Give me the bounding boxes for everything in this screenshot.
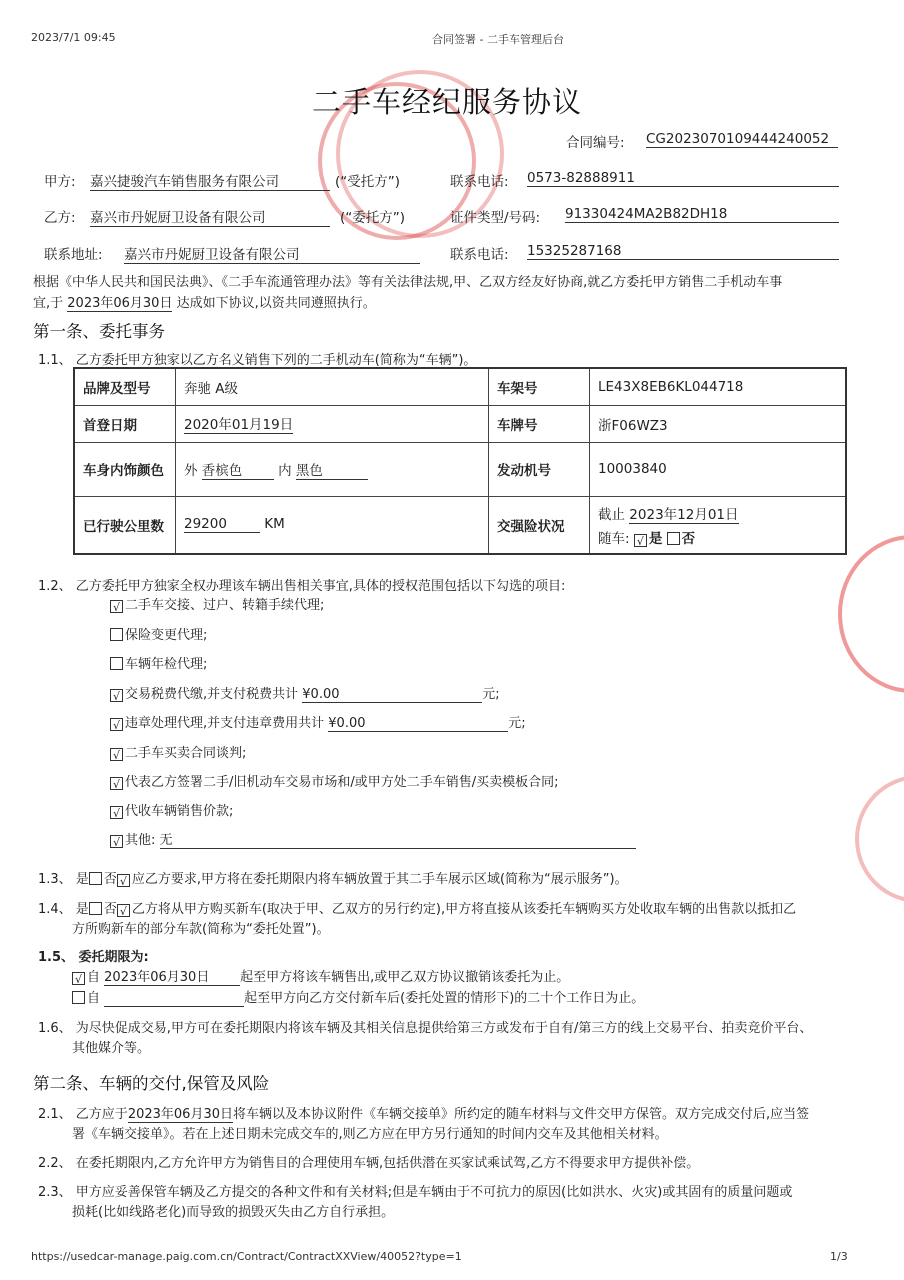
ext-prefix: 外 xyxy=(184,462,198,479)
clause-1-4 xyxy=(38,898,796,917)
insurance-cell xyxy=(590,496,847,554)
clause-1-3-yes-text: 1.3、 是 xyxy=(38,872,89,887)
term-b-checkbox[interactable] xyxy=(72,991,85,1004)
ext-color: 香槟色 xyxy=(202,459,274,480)
option-2 xyxy=(110,624,207,643)
clause-1-3-no-checkbox[interactable]: √ xyxy=(117,874,130,887)
option-checkbox[interactable]: √ xyxy=(110,718,123,731)
option-text: 二手车交接、过户、转籍手续代理; xyxy=(125,598,325,613)
clause-1-6-line-2: 其他媒介等。 xyxy=(72,1041,151,1056)
option-checkbox[interactable]: √ xyxy=(110,806,123,819)
clause-1-5-title: 1.5、 委托期限为: xyxy=(38,950,149,965)
seal-stamp-edge xyxy=(838,535,904,693)
reg-date-cell xyxy=(176,405,489,442)
plate-value: 浙F06WZ3 xyxy=(590,405,847,442)
option-text: 车辆年检代理; xyxy=(125,657,208,672)
clause-1-3 xyxy=(38,868,628,887)
option-1 xyxy=(110,594,324,613)
party-a-phone: 0573-82888911 xyxy=(527,170,839,187)
clause-1-2: 1.2、 乙方委托甲方独家全权办理该车辆出售相关事宜,具体的授权范围包括以下勾选的项目: xyxy=(38,579,566,594)
violation-amount: ¥0.00 xyxy=(328,716,508,732)
option-checkbox[interactable]: √ xyxy=(110,600,123,613)
document-title: 二手车经纪服务协议 xyxy=(312,85,583,119)
intro-prefix: 宜,于 xyxy=(33,296,64,311)
other-value: 无 xyxy=(160,829,636,849)
mileage-cell xyxy=(176,496,489,554)
intro-suffix: 达成如下协议,以资共同遵照执行。 xyxy=(176,296,376,311)
mileage-unit: KM xyxy=(264,516,285,533)
party-a-name: 嘉兴捷骏汽车销售服务有限公司 xyxy=(90,170,330,191)
mileage-label: 已行驶公里数 xyxy=(74,496,176,554)
reg-date-label: 首登日期 xyxy=(74,405,176,442)
article-1-title: 第一条、委托事务 xyxy=(33,322,165,341)
clause-2-3: 2.3、 甲方应妥善保管车辆及乙方提交的各种文件和有关材料;但是车辆由于不可抗力的原因(比如洪水、火灾)或其固有的质量问题或 xyxy=(38,1185,793,1200)
int-color: 黑色 xyxy=(296,459,368,480)
clause-1-4-no-text: 否 xyxy=(103,902,117,917)
clause-2-1-line-2: 署《车辆交接单》。若在上述日期未完成交车的,则乙方应在甲方另行通知的时间内交车及其他相关材料。 xyxy=(72,1127,668,1142)
vin-value: LE43X8EB6KL044718 xyxy=(590,368,847,405)
option-5 xyxy=(110,712,526,732)
clause-2-1-prefix: 2.1、 乙方应于 xyxy=(38,1107,128,1122)
brand-value: 奔驰 A级 xyxy=(176,368,489,405)
option-text: 违章处理代理,并支付违章费用共计 xyxy=(125,716,325,731)
option-text: 交易税费代缴,并支付税费共计 xyxy=(125,687,299,702)
mileage-value: 29200 xyxy=(184,516,260,533)
term-b-prefix: 自 xyxy=(87,991,101,1006)
with-car-yes-checkbox[interactable]: √ xyxy=(634,534,647,547)
intro-line-1: 根据《中华人民共和国民法典》、《二手车流通管理办法》等有关法律法规,甲、乙双方经友好协商,就乙方委托甲方销售二手机动车事 xyxy=(33,275,783,290)
with-car-yes-label: 是 xyxy=(648,530,663,547)
option-checkbox[interactable]: √ xyxy=(110,835,123,848)
option-checkbox[interactable] xyxy=(110,628,123,641)
with-car-no-checkbox[interactable] xyxy=(667,532,680,545)
option-4 xyxy=(110,683,500,703)
party-a-phone-label: 联系电话: xyxy=(450,174,509,190)
party-b-role: (“委托方”) xyxy=(340,210,406,226)
int-prefix: 内 xyxy=(278,462,292,479)
term-a-checkbox[interactable]: √ xyxy=(72,972,85,985)
clause-1-3-yes-checkbox[interactable] xyxy=(89,872,102,885)
clause-2-1-text: 将车辆以及本协议附件《车辆交接单》所约定的随车材料与文件交甲方保管。双方完成交付后,应当签 xyxy=(232,1107,810,1122)
party-a-label: 甲方: xyxy=(44,174,76,190)
clause-1-4-line-2: 方所购新车的部分车款(简称为“委托处置”)。 xyxy=(72,922,330,937)
reg-date-value: 2020年01月19日 xyxy=(184,413,293,434)
clause-1-1: 1.1、 乙方委托甲方独家以乙方名义销售下列的二手机动车(简称为“车辆”)。 xyxy=(38,353,477,368)
party-b-name: 嘉兴市丹妮厨卫设备有限公司 xyxy=(90,206,330,227)
party-b-phone-label: 联系电话: xyxy=(450,247,509,263)
page-header-title: 合同签署 - 二手车管理后台 xyxy=(432,33,564,46)
party-a-role: (“受托方”) xyxy=(335,174,401,190)
option-checkbox[interactable]: √ xyxy=(110,748,123,761)
print-datetime: 2023/7/1 09:45 xyxy=(31,31,116,44)
clause-1-5-b xyxy=(72,987,644,1007)
clause-1-4-no-checkbox[interactable]: √ xyxy=(117,904,130,917)
term-a-prefix: 自 xyxy=(87,970,101,985)
option-text: 二手车买卖合同谈判; xyxy=(125,746,247,761)
option-text: 保险变更代理; xyxy=(125,628,208,643)
color-label: 车身内饰颜色 xyxy=(74,442,176,496)
insurance-label: 交强险状况 xyxy=(489,496,590,554)
clause-2-2: 2.2、 在委托期限内,乙方允许甲方为销售目的合理使用车辆,包括供潜在买家试乘试驾,乙方不得要求甲方提供补偿。 xyxy=(38,1156,700,1171)
option-text: 代表乙方签署二手/旧机动车交易市场和/或甲方处二手车销售/买卖模板合同; xyxy=(125,775,559,790)
plate-label: 车牌号 xyxy=(489,405,590,442)
vehicle-info-table xyxy=(73,367,847,555)
option-9 xyxy=(110,829,636,849)
contract-no-label: 合同编号: xyxy=(566,135,625,151)
party-b-phone: 15325287168 xyxy=(527,243,839,260)
clause-1-5-a xyxy=(72,966,569,986)
term-a-text: 起至甲方将该车辆售出,或甲乙双方协议撤销该委托为止。 xyxy=(240,970,570,985)
clause-2-1 xyxy=(38,1103,809,1123)
intro-line-2 xyxy=(33,292,376,312)
vin-label: 车架号 xyxy=(489,368,590,405)
brand-label: 品牌及型号 xyxy=(74,368,176,405)
article-2-title: 第二条、车辆的交付,保管及风险 xyxy=(33,1074,270,1093)
party-b-id-value: 91330424MA2B82DH18 xyxy=(565,206,839,223)
party-b-label: 乙方: xyxy=(44,210,76,226)
clause-2-3-line-2: 损耗(比如线路老化)而导致的损毁灭失由乙方自行承担。 xyxy=(72,1205,395,1220)
footer-url[interactable]: https://usedcar-manage.paig.com.cn/Contract/ContractXXView/40052?type=1 xyxy=(31,1250,462,1263)
footer-page-number: 1/3 xyxy=(830,1250,848,1263)
color-cell xyxy=(176,442,489,496)
term-b-text: 起至甲方向乙方交付新车后(委托处置的情形下)的二十个工作日为止。 xyxy=(244,991,645,1006)
option-checkbox[interactable]: √ xyxy=(110,777,123,790)
option-checkbox[interactable] xyxy=(110,657,123,670)
option-text: 代收车辆销售价款; xyxy=(125,804,234,819)
violation-unit: 元; xyxy=(508,716,526,731)
party-b-address-label: 联系地址: xyxy=(44,247,103,263)
insurance-date: 2023年12月01日 xyxy=(629,503,738,524)
option-6 xyxy=(110,742,246,761)
term-b-date xyxy=(104,991,244,1007)
with-car-no-label: 否 xyxy=(681,530,696,547)
option-text: 其他: xyxy=(125,833,156,848)
option-8 xyxy=(110,800,233,819)
clause-1-4-text: 乙方将从甲方购买新车(取决于甲、乙双方的另行约定),甲方将直接从该委托车辆购买方处收取车辆的出售款以抵扣乙 xyxy=(131,902,797,917)
clause-1-4-yes-text: 1.4、 是 xyxy=(38,902,89,917)
clause-1-4-yes-checkbox[interactable] xyxy=(89,902,102,915)
contract-no-value: CG2023070109444240052 xyxy=(646,131,838,148)
with-car-label: 随车: xyxy=(598,530,630,547)
tax-amount: ¥0.00 xyxy=(302,687,482,703)
term-a-date: 2023年06月30日 xyxy=(104,966,240,986)
option-7 xyxy=(110,771,559,790)
party-b-address: 嘉兴市丹妮厨卫设备有限公司 xyxy=(124,243,420,264)
engine-value: 10003840 xyxy=(590,442,847,496)
intro-date: 2023年06月30日 xyxy=(67,292,172,312)
party-b-id-label: 证件类型/号码: xyxy=(450,210,541,226)
option-checkbox[interactable]: √ xyxy=(110,689,123,702)
clause-1-3-no-text: 否 xyxy=(103,872,117,887)
option-3 xyxy=(110,653,207,672)
insurance-prefix: 截止 xyxy=(598,506,625,523)
clause-2-1-date: 2023年06月30日 xyxy=(128,1103,233,1123)
engine-label: 发动机号 xyxy=(489,442,590,496)
seal-stamp-edge-2 xyxy=(855,775,904,903)
tax-unit: 元; xyxy=(482,687,500,702)
clause-1-3-text: 应乙方要求,甲方将在委托期限内将车辆放置于其二手车展示区域(简称为“展示服务”)。 xyxy=(131,872,628,887)
clause-1-6: 1.6、 为尽快促成交易,甲方可在委托期限内将该车辆及其相关信息提供给第三方或发布于自有/第三方的线上交易平台、拍卖竞价平台、 xyxy=(38,1021,813,1036)
